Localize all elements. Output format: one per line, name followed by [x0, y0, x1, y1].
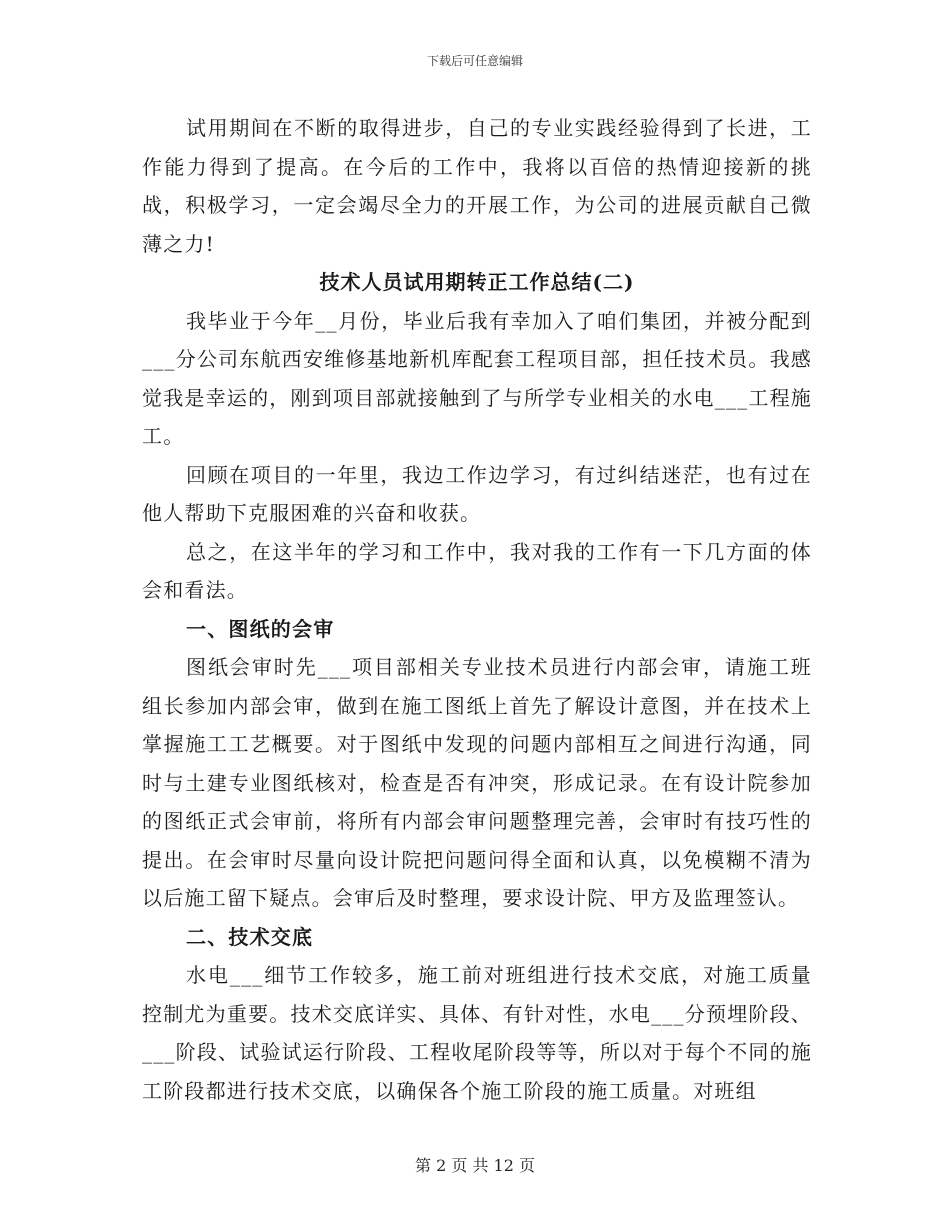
- section-text-technical-briefing: 水电___细节工作较多，施工前对班组进行技术交底，对施工质量控制尤为重要。技术交底详实、具体、有针对性，水电___分预埋阶段、___阶段、试验试运行阶段、工程收尾阶段等等，所以对于每个不同的施工阶段都进行技术交底，以确保各个施工阶段的施工质量。对班组: [142, 963, 812, 1103]
- header-text: 下载后可任意编辑: [426, 54, 523, 68]
- section-heading-technical-briefing: 二、技术交底: [186, 924, 314, 949]
- page-header: [0, 53, 950, 69]
- document-title: 技术人员试用期转正工作总结(二): [319, 270, 635, 294]
- intro-paragraph: 试用期间在不断的取得进步，自己的专业实践经验得到了长进，工作能力得到了提高。在今后的工作中，我将以百倍的热情迎接新的挑战，积极学习，一定会竭尽全力的开展工作，为公司的进展贡献自己微薄之力!: [142, 116, 812, 256]
- paragraph: 总之，在这半年的学习和工作中，我对我的工作有一下几方面的体会和看法。: [142, 539, 812, 602]
- section-text-drawing-review: 图纸会审时先___项目部相关专业技术员进行内部会审，请施工班组长参加内部会审，做到在施工图纸上首先了解设计意图，并在技术上掌握施工工艺概要。对于图纸中发现的问题内部相互之间进行沟通，同时与土建专业图纸核对，检查是否有冲突，形成记录。在有设计院参加的图纸正式会审前，将所有内部会审问题整理完善，会审时有技巧性的提出。在会审时尽量向设计院把问题问得全面和认真，以免模糊不清为以后施工留下疑点。会审后及时整理，要求设计院、甲方及监理签认。: [142, 655, 812, 910]
- paragraph: 回顾在项目的一年里，我边工作边学习，有过纠结迷茫，也有过在他人帮助下克服困难的兴奋和收获。: [142, 462, 812, 525]
- paragraph: 我毕业于今年__月份，毕业后我有幸加入了咱们集团，并被分配到___分公司东航西安维修基地新机库配套工程项目部，担任技术员。我感觉我是幸运的，刚到项目部就接触到了与所学专业相关的水电___工程施工。: [142, 308, 812, 448]
- document-body: [142, 109, 812, 1110]
- section-heading-drawing-review: 一、图纸的会审: [186, 616, 335, 641]
- page-number: 第 2 页 共 12 页: [415, 1156, 535, 1175]
- page-footer: [0, 1156, 950, 1176]
